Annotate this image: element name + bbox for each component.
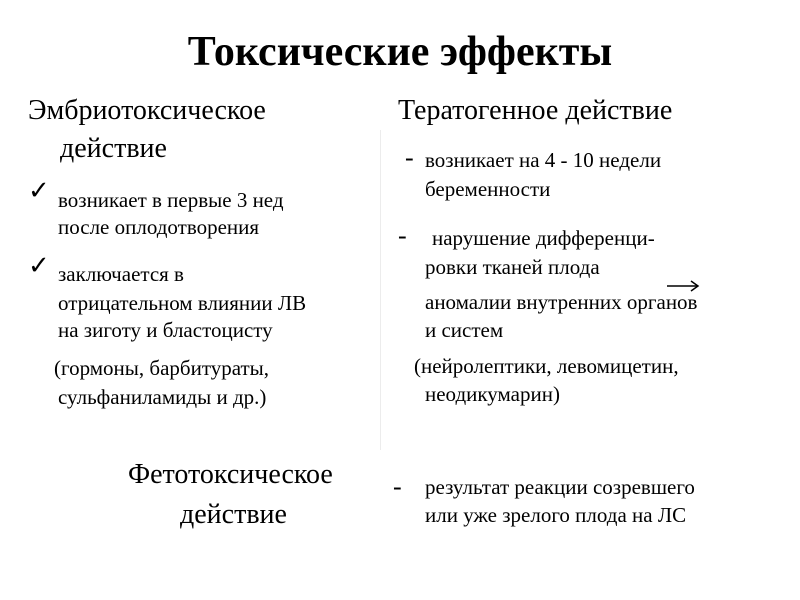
item1-line1: возникает на 4 - 10 недели bbox=[425, 148, 662, 172]
fetotoxic-heading-line1: Фетотоксическое bbox=[128, 459, 333, 490]
embryotoxic-heading-line1: Эмбриотоксическое bbox=[28, 95, 266, 126]
left-note-line2: сульфаниламиды и др.) bbox=[58, 385, 267, 409]
bullet1-line1: возникает в первые 3 нед bbox=[58, 188, 284, 212]
item1-line2: беременности bbox=[425, 177, 551, 201]
bullet1-line2: после оплодотворения bbox=[58, 215, 260, 239]
checkmark-icon: ✓ bbox=[28, 176, 50, 206]
embryotoxic-heading-line2: действие bbox=[60, 133, 167, 164]
dash-marker: - bbox=[405, 143, 414, 172]
bullet2-line3: на зиготу и бластоцисту bbox=[58, 318, 273, 342]
slide-title: Токсические эффекты bbox=[187, 29, 613, 75]
right-note-line2: неодикумарин) bbox=[425, 382, 560, 406]
dash-marker: - bbox=[393, 472, 402, 501]
bullet2-line1: заключается в bbox=[58, 262, 184, 286]
left-note-line1: (гормоны, барбитураты, bbox=[54, 356, 270, 380]
right-note-line1: (нейролептики, левомицетин, bbox=[414, 354, 679, 378]
item2-line1: нарушение дифференци- bbox=[432, 226, 655, 250]
fetotoxic-item-line1: результат реакции созревшего bbox=[425, 475, 695, 499]
fetotoxic-heading-line2: действие bbox=[180, 499, 287, 530]
bullet2-line2: отрицательном влиянии ЛВ bbox=[58, 291, 307, 315]
teratogenic-heading: Тератогенное действие bbox=[398, 95, 673, 126]
dash-marker: - bbox=[398, 221, 407, 250]
item2-line2: ровки тканей плода bbox=[425, 255, 600, 279]
fetotoxic-item-line2: или уже зрелого плода на ЛС bbox=[425, 503, 687, 527]
item3-line1: аномалии внутренних органов bbox=[425, 290, 698, 314]
column-divider bbox=[380, 130, 381, 450]
checkmark-icon: ✓ bbox=[28, 251, 50, 281]
item3-line2: и систем bbox=[425, 318, 504, 342]
